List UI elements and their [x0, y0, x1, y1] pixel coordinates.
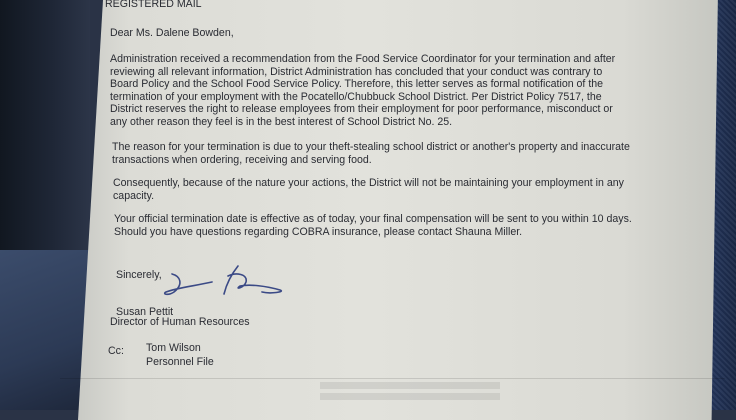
- handwritten-signature: [150, 262, 290, 302]
- cc-recipient: Personnel File: [146, 356, 214, 368]
- paragraph-line: Your official termination date is effective as of today, your final compensation will be sent to you within 10 days.: [114, 213, 632, 225]
- paragraph-line: District reserves the right to release employees from their employment for poor performance, misconduct or: [110, 103, 613, 116]
- paragraph-line: any other reason they feel is in the best interest of School District No. 25.: [110, 115, 453, 128]
- paragraph-line: capacity.: [113, 189, 155, 202]
- paragraph-line: Board Policy and the School Food Service Policy. Therefore, this letter serves as formal notification of the: [110, 78, 604, 91]
- bleed-through-text: [320, 382, 500, 406]
- paragraph-4: [114, 213, 632, 238]
- cc-recipient: Tom Wilson: [146, 342, 201, 354]
- signer-title: Director of Human Resources: [110, 316, 250, 328]
- signer-name: Susan Pettit: [116, 306, 174, 318]
- paragraph-line: Administration received a recommendation from the Food Service Coordinator for your termination and after: [110, 53, 616, 65]
- paragraph-line: transactions when ordering, receiving and serving food.: [112, 153, 372, 166]
- paragraph-3: [113, 177, 624, 202]
- paragraph-2: [112, 141, 630, 166]
- paragraph-line: termination of your employment with the Pocatello/Chubbuck School District. Per District Policy 7517, the: [110, 90, 602, 103]
- paragraph-line: Should you have questions regarding COBRA insurance, please contact Shauna Miller.: [114, 225, 523, 238]
- paragraph-line: The reason for your termination is due to your theft-stealing school district or another's property and inaccurate: [112, 141, 630, 153]
- paragraph-line: Consequently, because of the nature your actions, the District will not be maintaining your employment in any: [113, 177, 624, 189]
- salutation: Dear Ms. Dalene Bowden,: [110, 27, 234, 39]
- cc-label: Cc:: [108, 345, 124, 357]
- letter-header: REGISTERED MAIL: [105, 0, 202, 10]
- paragraph-1: [110, 53, 615, 129]
- paper-fold-line: [60, 378, 725, 379]
- closing: Sincerely,: [116, 269, 162, 281]
- paragraph-line: reviewing all relevant information, District Administration has concluded that your conduct was contrary to: [110, 65, 603, 78]
